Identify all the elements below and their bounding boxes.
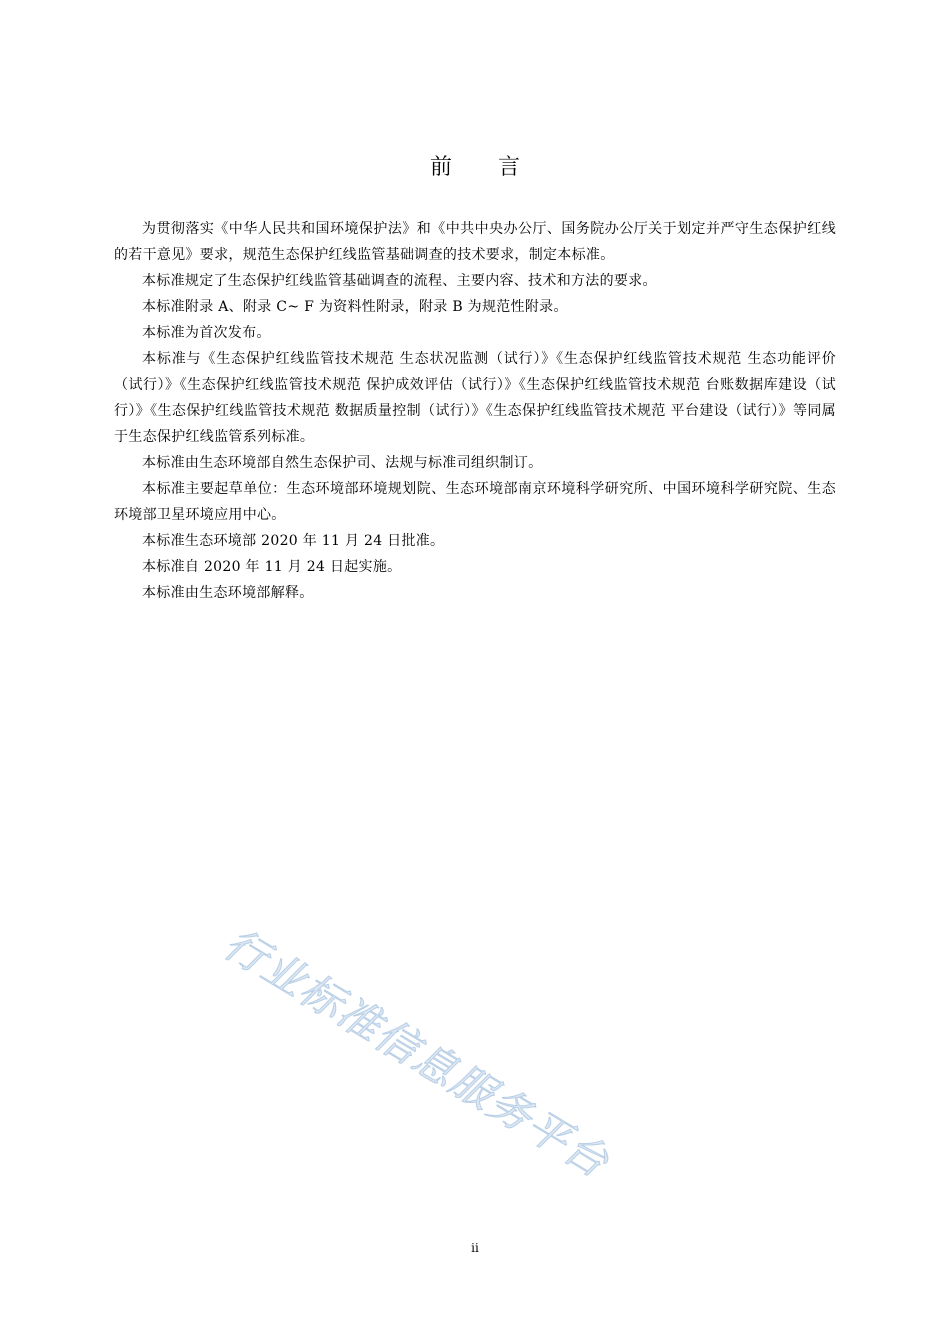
preface-paragraph-effective: 本标准自 2020 年 11 月 24 日起实施。 [142,559,402,575]
preface-paragraph-organizer: 本标准由生态环境部自然生态保护司、法规与标准司组织制订。 [142,455,543,471]
watermark: 行业标准信息服务平台 [215,918,619,1188]
preface-paragraph-interpretation: 本标准由生态环境部解释。 [142,585,314,601]
preface-body [114,216,836,606]
page-title-part-1: 前 [429,155,452,180]
page-title [0,152,950,184]
preface-paragraph-scope: 本标准规定了生态保护红线监管基础调查的流程、主要内容、技术和方法的要求。 [142,273,657,289]
preface-paragraph-first-release: 本标准为首次发布。 [142,325,271,341]
preface-paragraph-purpose: 为贯彻落实《中华人民共和国环境保护法》和《中共中央办公厅、国务院办公厅关于划定并严守生态保护红线的若干意见》要求，规范生态保护红线监管基础调查的技术要求，制定本标准。 [114,221,836,263]
page-title-part-2: 言 [498,155,521,180]
preface-paragraph-drafters: 本标准主要起草单位：生态环境部环境规划院、生态环境部南京环境科学研究所、中国环境科学研究院、生态环境部卫星环境应用中心。 [114,481,836,523]
preface-paragraph-appendix: 本标准附录 A、附录 C~ F 为资料性附录，附录 B 为规范性附录。 [142,299,568,315]
preface-paragraph-series: 本标准与《生态保护红线监管技术规范 生态状况监测（试行）》《生态保护红线监管技术规范 生态功能评价（试行）》《生态保护红线监管技术规范 保护成效评估（试行）》《生态保护红线监管技术规范 台账数据库建设（试行）》《生态保护红线监管技术规范 数据质量控制（试行）》《生态保护红线监管技术规范 平台建设（试行）》等同属于生态保护红线监管系列标准。 [114,351,836,445]
page-number: ii [471,1241,479,1255]
preface-paragraph-approval: 本标准生态环境部 2020 年 11 月 24 日批准。 [142,533,445,549]
